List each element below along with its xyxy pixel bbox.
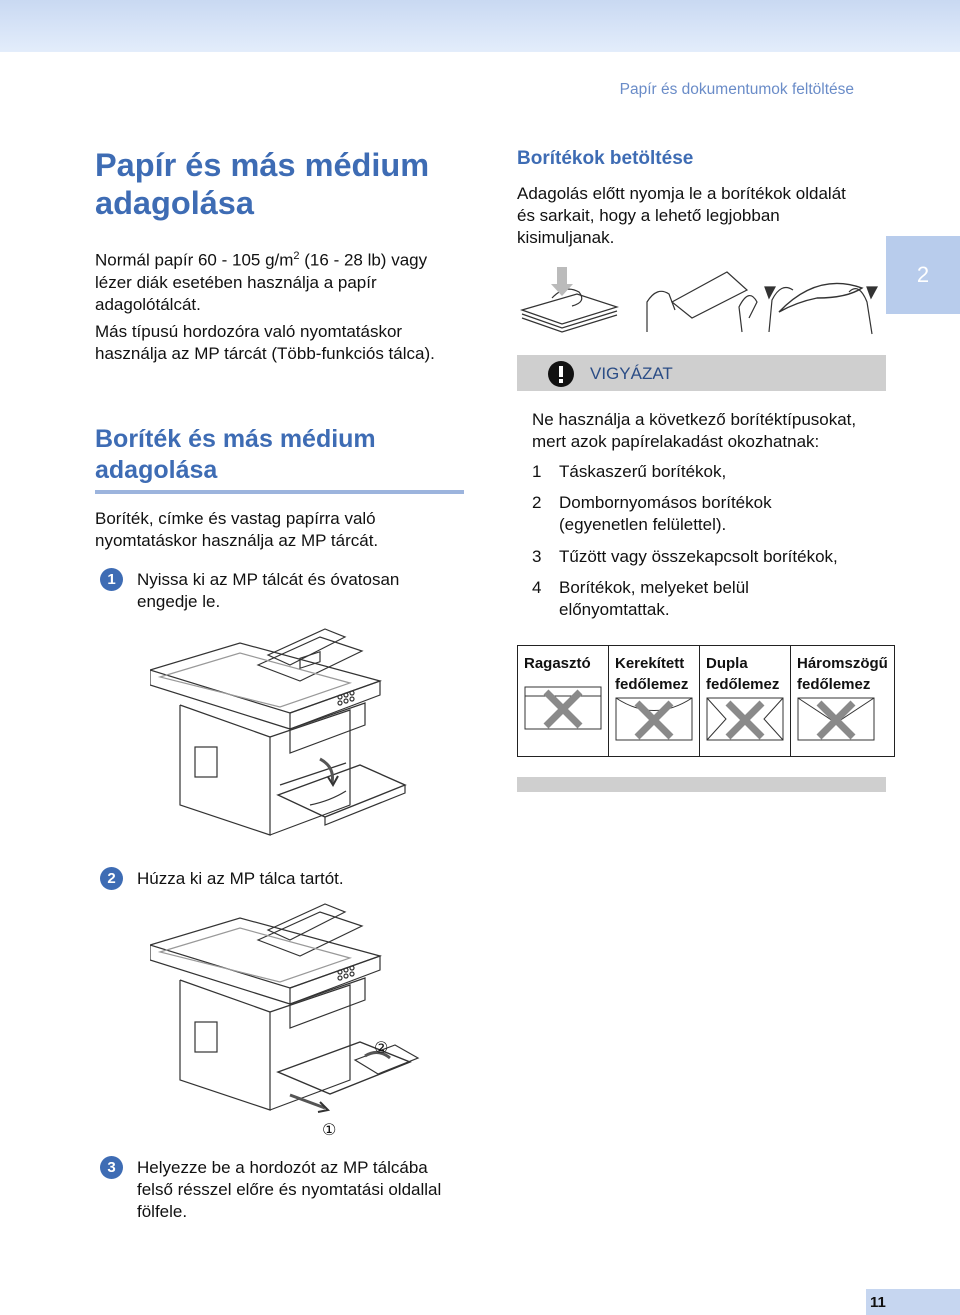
envelope-heading: Borítékok betöltése (517, 148, 694, 169)
section-heading: Boríték és más médium adagolása (95, 425, 376, 484)
section-paragraph: Boríték, címke és vastag papírra való nyomtatáskor használja az MP tárcát. (95, 509, 379, 550)
flatten-envelopes-illustration (517, 262, 886, 342)
step-2-marker: 2 (100, 867, 123, 890)
list-item: 4 (532, 578, 542, 597)
callout-2: ② (374, 1040, 389, 1057)
top-band (0, 0, 960, 52)
envelope-x-icon (706, 697, 784, 741)
section-rule (95, 490, 464, 494)
envelope-type-cell: Kerekített fedőlemez (609, 646, 700, 757)
envelope-x-icon (524, 686, 602, 730)
printer-open-mp-tray-illustration (150, 625, 480, 855)
page-number: 11 (866, 1289, 960, 1315)
envelope-type-cell: Dupla fedőlemez (700, 646, 791, 757)
other-media-paragraph: Más típusú hordozóra való nyomtatáskor használja az MP tárcát (Több-funkciós tálca). (95, 322, 435, 363)
step-1-text: Nyissa ki az MP tálcát és óvatosan engedje le. (137, 570, 400, 611)
list-item-text: Borítékok, melyeket belül előnyomtattak. (559, 578, 749, 619)
step-3-marker: 3 (100, 1156, 123, 1179)
step-1-marker: 1 (100, 568, 123, 591)
envelope-paragraph: Adagolás előtt nyomja le a borítékok oldalát és sarkait, hogy a lehető legjobban kisimuljanak. (517, 184, 846, 247)
page-title-line1: Papír és más médium (95, 147, 430, 183)
list-item-text: Dombornyomásos borítékok (egyenetlen felülettel). (559, 493, 772, 534)
list-item-text: Táskaszerű borítékok, (559, 462, 727, 481)
warning-icon (547, 360, 575, 388)
list-item: 1 (532, 462, 542, 481)
envelope-type-cell: Háromszögű fedőlemez (791, 646, 895, 757)
intro-paragraph: Normál papír 60 - 105 $g/m^2$ (16 - 28 lb) vagy lézer diák esetében használja a papír adagolótálcát. (95, 250, 428, 314)
page-title-line2: adagolása (95, 185, 254, 221)
envelope-x-icon (615, 697, 693, 741)
chapter-tab: 2 (886, 236, 960, 314)
envelope-x-icon (797, 697, 875, 741)
caution-bottom-bar (517, 777, 886, 792)
step-2-text: Húzza ki az MP tálca tartót. (137, 869, 344, 888)
callout-1: ① (322, 1122, 337, 1139)
envelope-type-cell: Ragasztó (518, 646, 609, 757)
list-item: 2 (532, 493, 542, 512)
caution-label: VIGYÁZAT (590, 364, 673, 383)
list-item-text: Tűzött vagy összekapcsolt borítékok, (559, 547, 838, 566)
caution-text: Ne használja a következő boríték​típusokat, mert azok papírelakadást okozhatnak: (532, 410, 857, 451)
page-title (95, 146, 429, 222)
running-header: Papír és dokumentumok feltöltése (619, 81, 854, 98)
printer-pull-out-support-illustration (150, 900, 480, 1140)
envelope-types-table (517, 645, 895, 757)
step-3-text: Helyezze be a hordozót az MP tálcába felső résszel előre és nyomtatási oldallal fölfele. (137, 1158, 442, 1221)
list-item: 3 (532, 547, 542, 566)
